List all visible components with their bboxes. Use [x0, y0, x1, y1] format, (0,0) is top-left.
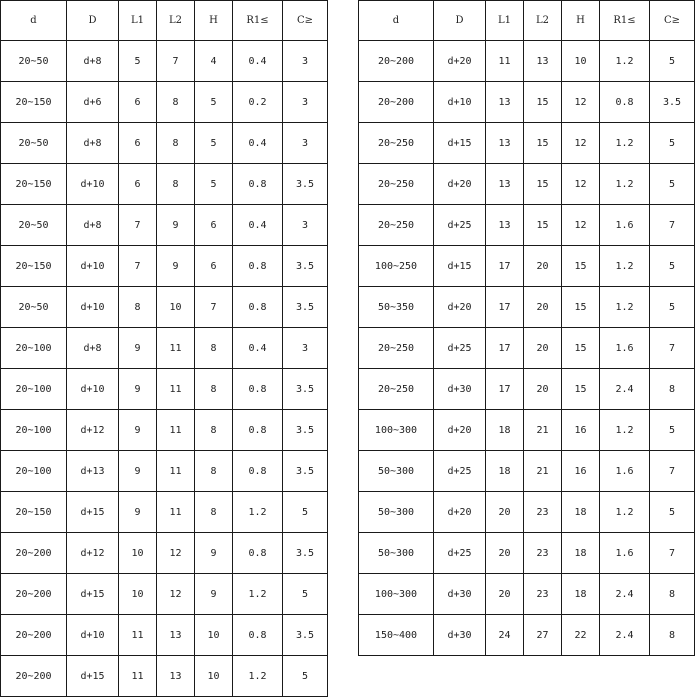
table-cell: 20~200: [359, 41, 434, 82]
table-row: [1, 205, 328, 246]
table-cell: 0.8: [233, 615, 283, 656]
table-cell: 1.6: [600, 328, 650, 369]
table-cell: 6: [195, 246, 233, 287]
table-cell: 15: [562, 246, 600, 287]
table-cell: 21: [524, 410, 562, 451]
table-cell: 3.5: [283, 451, 328, 492]
table-row: [1, 164, 328, 205]
table-cell: 5: [650, 287, 695, 328]
table-row: [1, 574, 328, 615]
table-cell: d+10: [67, 615, 119, 656]
table-cell: d+25: [434, 328, 486, 369]
table-cell: d+15: [67, 492, 119, 533]
table-cell: 17: [486, 369, 524, 410]
table-cell: d+25: [434, 533, 486, 574]
table-cell: 21: [524, 451, 562, 492]
table-cell: 20~50: [1, 123, 67, 164]
table-row: [359, 82, 695, 123]
table-cell: 20~200: [1, 533, 67, 574]
table-cell: 10: [119, 533, 157, 574]
table-cell: 11: [119, 656, 157, 697]
table-cell: 20: [524, 246, 562, 287]
table-cell: 4: [195, 41, 233, 82]
table-cell: 9: [119, 410, 157, 451]
table-cell: 8: [157, 82, 195, 123]
table-cell: 23: [524, 492, 562, 533]
table-cell: 5: [650, 164, 695, 205]
column-header: H: [195, 1, 233, 41]
table-cell: 13: [157, 656, 195, 697]
table-cell: 20~150: [1, 82, 67, 123]
table-cell: 3: [283, 328, 328, 369]
table-cell: 0.8: [233, 451, 283, 492]
column-header: R1≤: [233, 1, 283, 41]
table-cell: 8: [195, 328, 233, 369]
table-cell: 1.2: [600, 287, 650, 328]
table-cell: 20~200: [1, 615, 67, 656]
table-cell: 8: [195, 451, 233, 492]
column-header: L2: [524, 1, 562, 41]
table-cell: 1.2: [233, 492, 283, 533]
table-cell: 8: [195, 369, 233, 410]
table-cell: d+10: [67, 287, 119, 328]
table-cell: 13: [524, 41, 562, 82]
table-cell: 7: [119, 205, 157, 246]
table-cell: 7: [650, 533, 695, 574]
table-cell: 5: [650, 41, 695, 82]
table-cell: 9: [119, 492, 157, 533]
table-cell: 12: [157, 574, 195, 615]
table-cell: 100~300: [359, 574, 434, 615]
table-cell: 6: [195, 205, 233, 246]
table-cell: 1.2: [233, 656, 283, 697]
table-cell: 1.6: [600, 533, 650, 574]
table-cell: 11: [157, 451, 195, 492]
table-cell: 9: [157, 205, 195, 246]
table-cell: 20~250: [359, 164, 434, 205]
table-cell: d+20: [434, 410, 486, 451]
table-row: [1, 123, 328, 164]
table-cell: 20~100: [1, 451, 67, 492]
table-cell: 6: [119, 82, 157, 123]
table-cell: 20~250: [359, 205, 434, 246]
table-cell: 0.8: [233, 410, 283, 451]
table-cell: 50~350: [359, 287, 434, 328]
table-cell: 5: [650, 246, 695, 287]
table-cell: 8: [157, 123, 195, 164]
table-row: [1, 451, 328, 492]
column-header: d: [359, 1, 434, 41]
table-cell: 3: [283, 205, 328, 246]
table-row: [359, 492, 695, 533]
table-cell: 11: [157, 369, 195, 410]
table-cell: 10: [119, 574, 157, 615]
table-cell: 11: [157, 410, 195, 451]
table-cell: 13: [486, 205, 524, 246]
table-row: [359, 574, 695, 615]
table-cell: d+13: [67, 451, 119, 492]
column-header: H: [562, 1, 600, 41]
column-header: C≥: [650, 1, 695, 41]
table-cell: 20~200: [1, 656, 67, 697]
table-cell: 1.6: [600, 205, 650, 246]
table-cell: 150~400: [359, 615, 434, 656]
table-cell: 0.4: [233, 123, 283, 164]
table-cell: 20~200: [359, 82, 434, 123]
table-cell: 24: [486, 615, 524, 656]
table-cell: 5: [195, 164, 233, 205]
table-row: [359, 615, 695, 656]
table-cell: d+8: [67, 123, 119, 164]
table-cell: 3.5: [283, 615, 328, 656]
table-cell: 3: [283, 82, 328, 123]
table-cell: 20~250: [359, 369, 434, 410]
table-cell: 1.2: [600, 246, 650, 287]
table-cell: 15: [562, 287, 600, 328]
table-cell: 15: [524, 205, 562, 246]
table-cell: 10: [562, 41, 600, 82]
table-cell: 20~50: [1, 41, 67, 82]
table-cell: d+15: [67, 656, 119, 697]
table-cell: 8: [195, 410, 233, 451]
table-cell: 15: [524, 164, 562, 205]
table-cell: 20~150: [1, 164, 67, 205]
table-row: [1, 246, 328, 287]
table-cell: 16: [562, 410, 600, 451]
table-cell: 3: [283, 123, 328, 164]
table-cell: 7: [195, 287, 233, 328]
header-row: [1, 1, 328, 41]
table-cell: 1.2: [600, 410, 650, 451]
table-cell: 27: [524, 615, 562, 656]
table-row: [1, 533, 328, 574]
table-cell: 20: [486, 533, 524, 574]
table-cell: 3.5: [283, 369, 328, 410]
table-cell: 8: [195, 492, 233, 533]
table-cell: 10: [195, 615, 233, 656]
table-cell: d+8: [67, 205, 119, 246]
table-cell: 5: [283, 574, 328, 615]
table-cell: 20~200: [1, 574, 67, 615]
table-cell: d+25: [434, 205, 486, 246]
table-cell: 7: [119, 246, 157, 287]
table-cell: 20~100: [1, 328, 67, 369]
table-cell: 3.5: [283, 410, 328, 451]
table-cell: d+8: [67, 328, 119, 369]
column-header: C≥: [283, 1, 328, 41]
column-header: L2: [157, 1, 195, 41]
table-cell: 15: [562, 328, 600, 369]
table-cell: 1.2: [233, 574, 283, 615]
table-cell: 50~300: [359, 533, 434, 574]
table-cell: 3.5: [283, 246, 328, 287]
table-cell: 100~250: [359, 246, 434, 287]
table-row: [1, 615, 328, 656]
table-cell: d+10: [67, 369, 119, 410]
table-cell: 17: [486, 246, 524, 287]
table-row: [359, 287, 695, 328]
table-cell: 13: [486, 123, 524, 164]
table-cell: 5: [650, 410, 695, 451]
table-row: [1, 41, 328, 82]
table-cell: 8: [650, 369, 695, 410]
table-row: [359, 164, 695, 205]
table-cell: 0.4: [233, 205, 283, 246]
table-cell: 0.8: [233, 246, 283, 287]
table-cell: 6: [119, 164, 157, 205]
table-cell: 3.5: [650, 82, 695, 123]
table-cell: 20~150: [1, 246, 67, 287]
table-cell: 20~100: [1, 369, 67, 410]
table-cell: 1.2: [600, 41, 650, 82]
table-cell: 5: [119, 41, 157, 82]
table-cell: 9: [119, 369, 157, 410]
table-cell: 8: [650, 615, 695, 656]
table-cell: 7: [650, 205, 695, 246]
table-row: [1, 410, 328, 451]
table-cell: 12: [562, 82, 600, 123]
table-cell: d+10: [67, 246, 119, 287]
table-cell: 7: [650, 451, 695, 492]
table-cell: 20~50: [1, 205, 67, 246]
table-cell: 50~300: [359, 492, 434, 533]
table-cell: d+12: [67, 533, 119, 574]
table-row: [1, 82, 328, 123]
table-cell: 18: [562, 533, 600, 574]
table-cell: 5: [195, 82, 233, 123]
table-cell: 13: [486, 82, 524, 123]
table-cell: 2.4: [600, 615, 650, 656]
table-cell: 17: [486, 328, 524, 369]
table-cell: 18: [562, 574, 600, 615]
table-row: [1, 328, 328, 369]
table-row: [359, 451, 695, 492]
table-cell: 9: [195, 533, 233, 574]
table-cell: 20~50: [1, 287, 67, 328]
table-cell: 20~250: [359, 328, 434, 369]
table-cell: 11: [486, 41, 524, 82]
table-row: [359, 410, 695, 451]
table-cell: d+20: [434, 164, 486, 205]
table-cell: 0.8: [233, 287, 283, 328]
table-cell: 3: [283, 41, 328, 82]
table-cell: 3.5: [283, 164, 328, 205]
table-cell: 20~150: [1, 492, 67, 533]
table-cell: 50~300: [359, 451, 434, 492]
table-cell: 11: [119, 615, 157, 656]
table-cell: 7: [650, 328, 695, 369]
table-cell: d+25: [434, 451, 486, 492]
table-cell: d+20: [434, 41, 486, 82]
column-header: d: [1, 1, 67, 41]
table-cell: 5: [650, 492, 695, 533]
table-cell: 2.4: [600, 369, 650, 410]
column-header: R1≤: [600, 1, 650, 41]
table-cell: 15: [524, 82, 562, 123]
table-cell: 11: [157, 492, 195, 533]
table-cell: 0.2: [233, 82, 283, 123]
table-cell: 10: [195, 656, 233, 697]
table-cell: 100~300: [359, 410, 434, 451]
table-cell: 13: [157, 615, 195, 656]
table-cell: 12: [157, 533, 195, 574]
table-cell: 7: [157, 41, 195, 82]
table-cell: 20: [524, 287, 562, 328]
table-row: [1, 287, 328, 328]
table-row: [359, 246, 695, 287]
table-cell: 17: [486, 287, 524, 328]
table-cell: 10: [157, 287, 195, 328]
table-cell: 8: [119, 287, 157, 328]
table-cell: 12: [562, 164, 600, 205]
table-cell: 5: [283, 656, 328, 697]
table-row: [1, 492, 328, 533]
table-cell: 9: [157, 246, 195, 287]
table-cell: 5: [650, 123, 695, 164]
table-cell: 1.2: [600, 492, 650, 533]
table-cell: 1.2: [600, 164, 650, 205]
column-header: L1: [486, 1, 524, 41]
table-row: [359, 369, 695, 410]
table-cell: 12: [562, 205, 600, 246]
table-cell: d+15: [434, 123, 486, 164]
table-cell: 8: [157, 164, 195, 205]
table-cell: 18: [486, 410, 524, 451]
table-cell: d+8: [67, 41, 119, 82]
table-cell: 9: [119, 328, 157, 369]
table-cell: 18: [486, 451, 524, 492]
table-cell: 0.8: [233, 164, 283, 205]
table-cell: 23: [524, 533, 562, 574]
table-cell: 8: [650, 574, 695, 615]
column-header: L1: [119, 1, 157, 41]
table-cell: 0.8: [233, 533, 283, 574]
table-cell: 1.6: [600, 451, 650, 492]
column-header: D: [67, 1, 119, 41]
table-cell: 18: [562, 492, 600, 533]
table-cell: 20~100: [1, 410, 67, 451]
table-cell: d+10: [67, 164, 119, 205]
table-cell: d+20: [434, 492, 486, 533]
table-cell: 0.4: [233, 328, 283, 369]
table-row: [359, 328, 695, 369]
table-cell: d+15: [434, 246, 486, 287]
table-cell: 5: [195, 123, 233, 164]
table-cell: 23: [524, 574, 562, 615]
table-cell: 3.5: [283, 533, 328, 574]
table-cell: 5: [283, 492, 328, 533]
table-cell: 12: [562, 123, 600, 164]
table-cell: 20~250: [359, 123, 434, 164]
left-table: [0, 0, 328, 697]
table-cell: 16: [562, 451, 600, 492]
table-cell: 2.4: [600, 574, 650, 615]
table-row: [359, 123, 695, 164]
table-cell: 15: [524, 123, 562, 164]
table-cell: d+30: [434, 369, 486, 410]
table-cell: 22: [562, 615, 600, 656]
header-row: [359, 1, 695, 41]
table-row: [359, 205, 695, 246]
table-cell: 20: [486, 492, 524, 533]
table-cell: d+10: [434, 82, 486, 123]
table-cell: 20: [524, 328, 562, 369]
column-header: D: [434, 1, 486, 41]
table-row: [359, 41, 695, 82]
table-cell: 13: [486, 164, 524, 205]
table-cell: d+6: [67, 82, 119, 123]
table-cell: 6: [119, 123, 157, 164]
table-cell: 9: [119, 451, 157, 492]
table-cell: 1.2: [600, 123, 650, 164]
table-cell: 11: [157, 328, 195, 369]
table-cell: d+30: [434, 574, 486, 615]
table-cell: d+12: [67, 410, 119, 451]
table-cell: 0.8: [600, 82, 650, 123]
table-row: [1, 656, 328, 697]
table-row: [1, 369, 328, 410]
table-cell: d+30: [434, 615, 486, 656]
table-cell: d+15: [67, 574, 119, 615]
table-cell: 20: [524, 369, 562, 410]
table-cell: 20: [486, 574, 524, 615]
table-cell: d+20: [434, 287, 486, 328]
table-row: [359, 533, 695, 574]
right-table: [358, 0, 695, 656]
table-cell: 15: [562, 369, 600, 410]
table-cell: 0.4: [233, 41, 283, 82]
table-cell: 3.5: [283, 287, 328, 328]
table-cell: 0.8: [233, 369, 283, 410]
table-cell: 9: [195, 574, 233, 615]
